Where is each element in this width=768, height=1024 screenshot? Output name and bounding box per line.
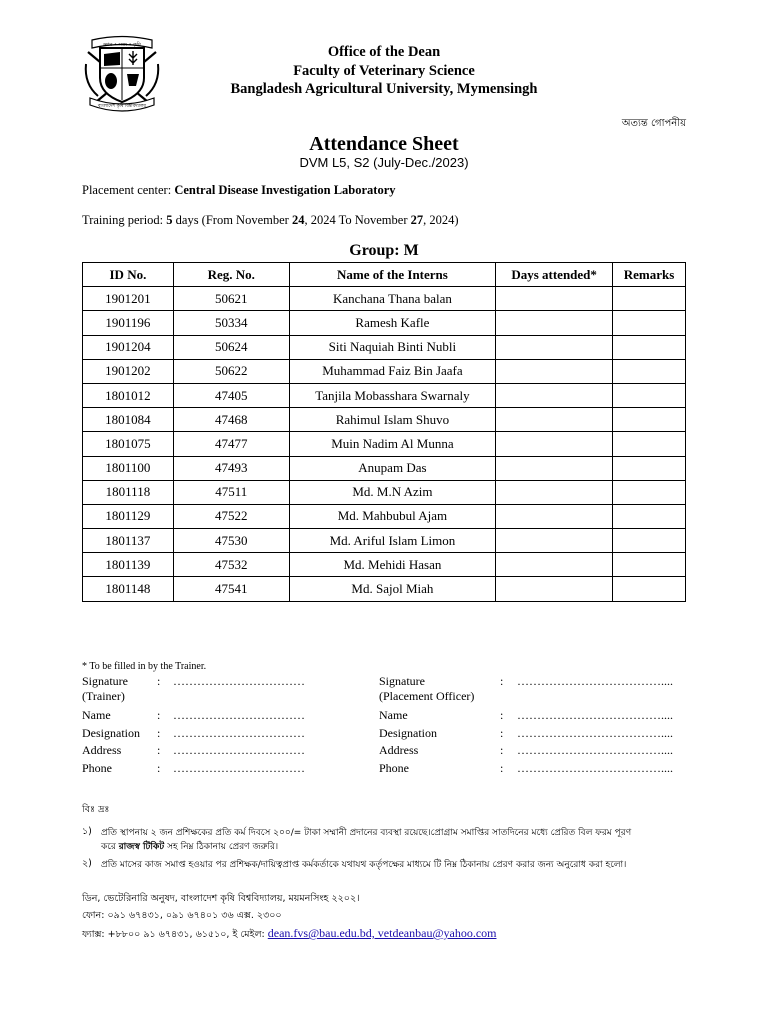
officer-phone-field[interactable]: ……………………………….... <box>517 761 673 775</box>
cell-days-attended[interactable] <box>496 577 613 601</box>
cell-remarks[interactable] <box>613 553 686 577</box>
cell-days-attended[interactable] <box>496 287 613 311</box>
table-row <box>83 408 686 432</box>
trainer-phone-label: Phone <box>82 761 112 775</box>
cell-remarks[interactable] <box>613 383 686 407</box>
cell-reg: 47468 <box>173 408 289 432</box>
trainer-colon: : <box>157 726 161 740</box>
cell-name: Muin Nadim Al Munna <box>289 432 496 456</box>
cell-id: 1901196 <box>83 311 174 335</box>
cell-id: 1801148 <box>83 577 174 601</box>
table-row <box>83 577 686 601</box>
cell-remarks[interactable] <box>613 504 686 528</box>
officer-colon: : <box>500 743 504 757</box>
table-row <box>83 456 686 480</box>
officer-colon: : <box>500 726 504 740</box>
header-faculty: Faculty of Veterinary Science <box>293 63 475 79</box>
trainer-signature-sub: (Trainer) <box>82 689 125 703</box>
cell-id: 1801100 <box>83 456 174 480</box>
officer-designation-field[interactable]: ……………………………….... <box>517 726 673 740</box>
cell-name: Siti Naquiah Binti Nubli <box>289 335 496 359</box>
cell-id: 1801118 <box>83 480 174 504</box>
training-end-day: 27 <box>410 213 424 227</box>
placement-center <box>82 183 396 198</box>
group-label: Group: M <box>349 242 419 259</box>
cell-days-attended[interactable] <box>496 504 613 528</box>
cell-name: Md. Sajol Miah <box>289 577 496 601</box>
cell-reg: 50624 <box>173 335 289 359</box>
cell-name: Anupam Das <box>289 456 496 480</box>
cell-remarks[interactable] <box>613 432 686 456</box>
email-link[interactable]: dean.fvs@bau.edu.bd, vetdeanbau@yahoo.com <box>267 926 497 940</box>
officer-colon: : <box>500 761 504 775</box>
cell-reg: 47405 <box>173 383 289 407</box>
attendance-table <box>82 262 686 602</box>
cell-reg: 50334 <box>173 311 289 335</box>
cell-reg: 47530 <box>173 529 289 553</box>
table-header-row <box>83 263 686 287</box>
training-start-day: 24 <box>291 213 305 227</box>
placement-label: Placement center: <box>82 183 175 197</box>
placement-value: Central Disease Investigation Laboratory <box>174 183 396 197</box>
column-header-id: ID No. <box>83 263 174 287</box>
trainer-designation-label: Designation <box>82 726 140 740</box>
cell-remarks[interactable] <box>613 456 686 480</box>
cell-remarks[interactable] <box>613 408 686 432</box>
training-period <box>82 213 459 228</box>
trainer-address-field[interactable]: …………………………… <box>173 743 305 757</box>
header-university: Bangladesh Agricultural University, Mymensingh <box>230 81 538 97</box>
officer-address-label: Address <box>379 743 419 757</box>
table-row <box>83 383 686 407</box>
training-text: , 2024) <box>423 213 459 227</box>
trainer-colon: : <box>157 674 161 688</box>
trainer-name-label: Name <box>82 708 111 722</box>
table-row <box>83 480 686 504</box>
officer-colon: : <box>500 708 504 722</box>
footer-phone: ফোন: ০৯১ ৬৭৪৩১, ০৯১ ৬৭৪০১ ৩৬ এক্স. ২৩০০ <box>82 910 282 921</box>
cell-days-attended[interactable] <box>496 359 613 383</box>
column-header-name: Name of the Interns <box>289 263 496 287</box>
training-days: 5 <box>166 213 173 227</box>
training-text: days (From November <box>172 213 292 227</box>
table-row <box>83 311 686 335</box>
footer-address: ডিন, ভেটেরিনারি অনুষদ, বাংলাদেশ কৃষি বিশ্ববিদ্যালয়, ময়মনসিংহ ২২০২। <box>82 893 360 904</box>
cell-name: Md. Mehidi Hasan <box>289 553 496 577</box>
officer-signature-sub: (Placement Officer) <box>379 689 475 703</box>
column-header-reg: Reg. No. <box>173 263 289 287</box>
cell-days-attended[interactable] <box>496 335 613 359</box>
officer-address-field[interactable]: ……………………………….... <box>517 743 673 757</box>
column-header-days: Days attended* <box>496 263 613 287</box>
cell-reg: 47493 <box>173 456 289 480</box>
note-1-text: সহ নিম্ন ঠিকানায় প্রেরণ জরুরি। <box>164 842 279 852</box>
university-crest-icon <box>82 34 162 112</box>
crest-top-text: জ্ঞান • সত্য • কৃষি <box>103 42 141 48</box>
trainer-phone-field[interactable]: …………………………… <box>173 761 305 775</box>
cell-remarks[interactable] <box>613 359 686 383</box>
note-1-line-2 <box>101 839 278 854</box>
note-2-number: ২) <box>82 858 92 869</box>
crest-bottom-text: বাংলাদেশ কৃষি বিশ্ববিদ্যালয় <box>97 104 147 109</box>
cell-id: 1801084 <box>83 408 174 432</box>
note-1-line-1: প্রতি স্থাপনায় ২ জন প্রশিক্ষকের প্রতি কর্ম দিবসে ২০০/= টাকা সম্মানী প্রদানের ব্যবস্থা রয়েছে।প্রোগ্রাম সমাপ্তির সাতদিনের মধ্যে প্রেরিত বিল ফরম পূরণ <box>101 828 632 838</box>
table-row <box>83 335 686 359</box>
trainer-signature-label: Signature <box>82 674 128 688</box>
table-row <box>83 287 686 311</box>
trainer-designation-field[interactable]: …………………………… <box>173 726 305 740</box>
cell-id: 1801075 <box>83 432 174 456</box>
training-text: , 2024 To November <box>304 213 411 227</box>
page-title: Attendance Sheet <box>309 133 459 155</box>
footer-fax-label: ফ্যাক্স: +৮৮০০ ৯১ ৬৭৪৩১, ৬১৫১০, ই মেইল: <box>82 929 268 940</box>
cell-name: Md. M.N Azim <box>289 480 496 504</box>
confidential-label: অত্যন্ত গোপনীয় <box>621 118 686 129</box>
table-row <box>83 529 686 553</box>
table-row <box>83 553 686 577</box>
cell-days-attended[interactable] <box>496 311 613 335</box>
table-row <box>83 504 686 528</box>
cell-reg: 50621 <box>173 287 289 311</box>
header-office: Office of the Dean <box>327 44 441 60</box>
cell-days-attended[interactable] <box>496 408 613 432</box>
cell-reg: 47522 <box>173 504 289 528</box>
cell-id: 1801129 <box>83 504 174 528</box>
cell-remarks[interactable] <box>613 480 686 504</box>
page-subtitle: DVM L5, S2 (July-Dec./2023) <box>299 155 469 170</box>
cell-name: Ramesh Kafle <box>289 311 496 335</box>
cell-remarks[interactable] <box>613 311 686 335</box>
trainer-colon: : <box>157 708 161 722</box>
officer-name-label: Name <box>379 708 408 722</box>
trainer-signature-field[interactable]: …………………………… <box>173 674 305 688</box>
officer-phone-label: Phone <box>379 761 409 775</box>
note-1-bold: রাজস্ব টিকিট <box>118 842 165 852</box>
cell-reg: 47477 <box>173 432 289 456</box>
cell-reg: 47541 <box>173 577 289 601</box>
cell-reg: 47532 <box>173 553 289 577</box>
officer-signature-label: Signature <box>379 674 425 688</box>
cell-remarks[interactable] <box>613 335 686 359</box>
trainer-address-label: Address <box>82 743 122 757</box>
table-row <box>83 359 686 383</box>
cell-id: 1801012 <box>83 383 174 407</box>
cell-remarks[interactable] <box>613 577 686 601</box>
column-header-remarks: Remarks <box>613 263 686 287</box>
trainer-colon: : <box>157 761 161 775</box>
cell-id: 1801139 <box>83 553 174 577</box>
training-label: Training period: <box>82 213 167 227</box>
cell-days-attended[interactable] <box>496 432 613 456</box>
footer-fax-email <box>82 926 496 943</box>
cell-name: Kanchana Thana balan <box>289 287 496 311</box>
cell-name: Tanjila Mobasshara Swarnaly <box>289 383 496 407</box>
cell-days-attended[interactable] <box>496 553 613 577</box>
cell-id: 1801137 <box>83 529 174 553</box>
cell-reg: 47511 <box>173 480 289 504</box>
officer-name-field[interactable]: ……………………………….... <box>517 708 673 722</box>
cell-id: 1901201 <box>83 287 174 311</box>
cell-id: 1901204 <box>83 335 174 359</box>
officer-signature-field[interactable]: ……………………………….... <box>517 674 673 688</box>
cell-id: 1901202 <box>83 359 174 383</box>
notes-heading: বিঃ দ্রঃ <box>82 804 110 815</box>
cell-remarks[interactable] <box>613 529 686 553</box>
cell-days-attended[interactable] <box>496 480 613 504</box>
cell-name: Rahimul Islam Shuvo <box>289 408 496 432</box>
cell-days-attended[interactable] <box>496 456 613 480</box>
cell-reg: 50622 <box>173 359 289 383</box>
trainer-note: * To be filled in by the Trainer. <box>82 661 207 672</box>
cell-name: Md. Mahbubul Ajam <box>289 504 496 528</box>
trainer-name-field[interactable]: …………………………… <box>173 708 305 722</box>
table-row <box>83 432 686 456</box>
cell-remarks[interactable] <box>613 287 686 311</box>
cell-days-attended[interactable] <box>496 383 613 407</box>
cell-days-attended[interactable] <box>496 529 613 553</box>
note-2-line-1: প্রতি মাসের কাজ সমাপ্ত হওয়ার পর প্রশিক্ষক/দায়িত্বপ্রাপ্ত কর্মকর্তাকে যথাযথ কর্তৃপক্ষের মাধ্যমে টি নিম্ন ঠিকানায় প্রেরণ করার জন্য অনুরোধ করা হলো। <box>101 860 627 870</box>
officer-colon: : <box>500 674 504 688</box>
trainer-colon: : <box>157 743 161 757</box>
cell-name: Md. Ariful Islam Limon <box>289 529 496 553</box>
note-1-text: করে <box>101 842 119 852</box>
note-1-number: ১) <box>82 826 92 837</box>
cell-name: Muhammad Faiz Bin Jaafa <box>289 359 496 383</box>
officer-designation-label: Designation <box>379 726 437 740</box>
